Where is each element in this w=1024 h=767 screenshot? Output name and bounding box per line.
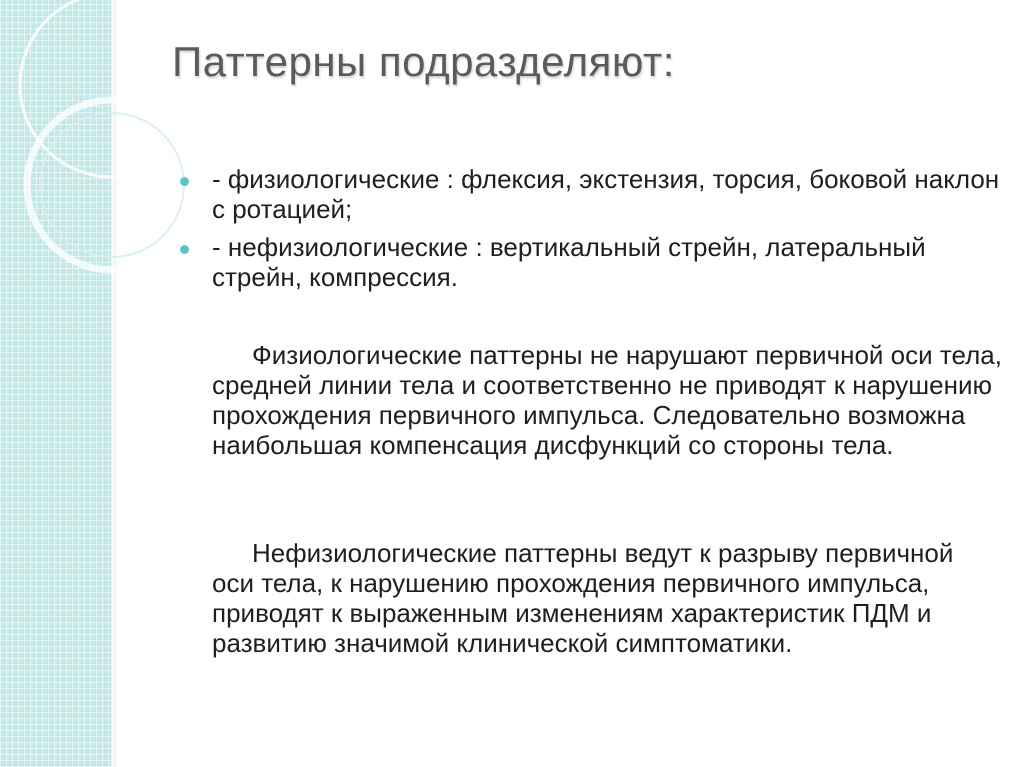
decorative-arc-ring [27,100,197,270]
decorative-arc-large [20,0,200,177]
slide-title: Паттерны подразделяют: [172,38,675,85]
paragraph-non-physiological: Нефизиологические паттерны ведут к разрыву первичной оси тела, к нарушению прохождения первичного импульса, приводят к выраженным изменениям характеристик ПДМ и развитию значимой клинической симптоматики. [212,538,954,658]
paragraph-physiological: Физиологические паттерны не нарушают первичной оси тела, средней линии тела и соответственно не приводят к нарушению прохождения первичного импульса. Следовательно возможна наибольшая компенсация дисфункций со стороны тела. [212,340,1002,460]
bullet-dot [180,245,189,254]
bullet-item-non-physiological: - нефизиологические : вертикальный стрейн, латеральный стрейн, компрессия. [212,232,926,292]
bullet-item-physiological: - физиологические : флексия, экстензия, торсия, боковой наклон с ротацией; [212,164,1000,224]
decorative-circles [0,0,200,300]
decorative-arc-inner [40,113,184,257]
bullet-dot [180,177,189,186]
